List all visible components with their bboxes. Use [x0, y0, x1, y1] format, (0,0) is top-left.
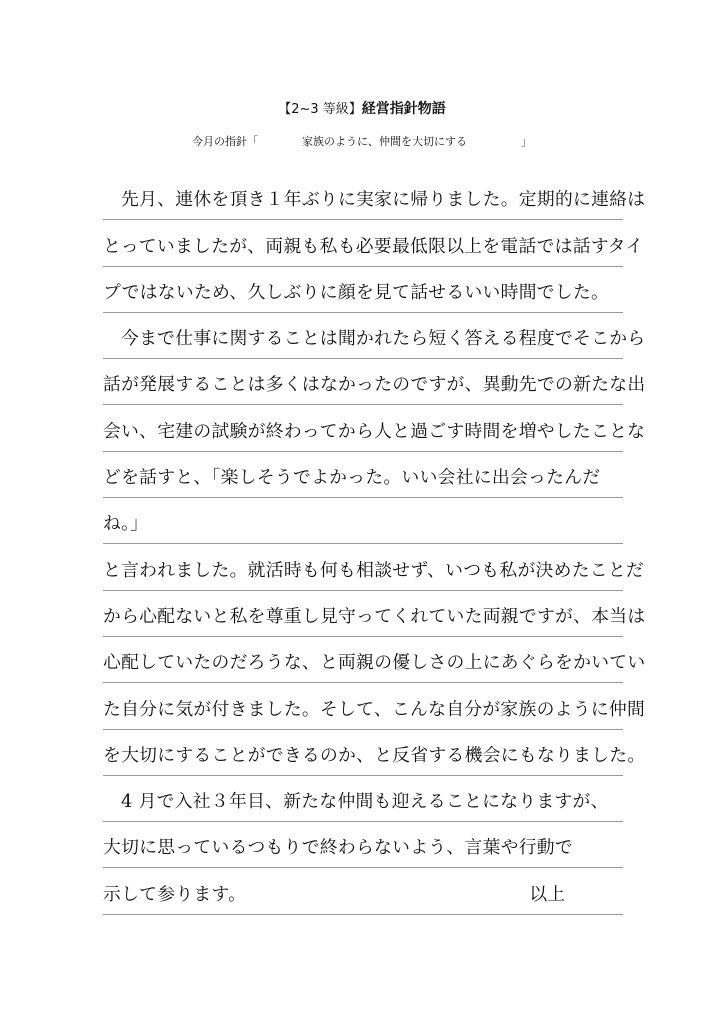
ruled-text-body: [103, 174, 646, 915]
monthly-policy: [0, 135, 724, 149]
grade-label: 【2~3 等級】: [278, 102, 362, 117]
text-line: 会い、宅建の試験が終わってから人と過ごす時間を増やしたことな: [103, 420, 646, 442]
ruled-line: [103, 683, 646, 729]
text-line: 心配していたのだろうな、と両親の優しさの上にあぐらをかいてい: [103, 652, 646, 674]
ruled-line: [103, 776, 623, 822]
ruled-line: [103, 544, 645, 590]
text-line: とっていましたが、両親も私も必要最低限以上を電話では話すタイ: [103, 235, 644, 257]
text-line: と言われました。就活時も何も相談せず、いつも私が決めたことだ: [103, 559, 645, 581]
text-line: た自分に気が付きました。そして、こんな自分が家族のように仲間: [103, 698, 646, 720]
text-line: から心配ないと私を尊重し見守ってくれていた両親ですが、本当は: [103, 605, 646, 627]
text-line: 先月、連休を頂き１年ぶりに実家に帰りました。定期的に連絡は: [121, 189, 646, 211]
text-line: どを話すと、「楽しそうでよかった。いい会社に出会ったんだ: [103, 467, 601, 489]
text-line: プではないため、久しぶりに顔を見て話せるいい時間でした。: [103, 281, 610, 303]
document-title: 経営指針物語: [361, 101, 446, 117]
ruled-line: [103, 313, 646, 359]
policy-suffix: 」: [521, 135, 532, 148]
ruled-line: [103, 359, 646, 405]
ruled-line: [103, 730, 646, 776]
document-heading: [0, 100, 724, 119]
text-line: 話が発展することは多くはなかったのですが、異動先での新たな出: [103, 374, 646, 396]
text-line: を大切にすることができるのか、と反省する機会にもなりました。: [103, 744, 646, 766]
ruled-line: [103, 868, 623, 914]
text-line: 4 月で入社３年目、新たな仲間も迎えることになりますが、: [121, 791, 609, 813]
closing-mark: 以上: [529, 883, 565, 905]
policy-text: 家族のように、仲間を大切にする: [302, 135, 467, 148]
text-line: ね。」: [103, 513, 149, 535]
text-line: 示して参ります。: [103, 883, 247, 905]
text-line: 今まで仕事に関することは聞かれたら短く答える程度でそこから: [121, 328, 646, 350]
ruled-line: [103, 591, 646, 637]
ruled-line: [103, 174, 646, 220]
ruled-line: [103, 220, 644, 266]
text-line: 大切に思っているつもりで終わらないよう、言葉や行動で: [103, 837, 573, 859]
ruled-line: [103, 267, 623, 313]
ruled-line: [103, 405, 646, 451]
policy-prefix: 今月の指針「: [192, 135, 258, 148]
ruled-line: [103, 498, 623, 544]
ruled-line: [103, 637, 646, 683]
ruled-line: [103, 822, 623, 868]
ruled-line: [103, 452, 623, 498]
